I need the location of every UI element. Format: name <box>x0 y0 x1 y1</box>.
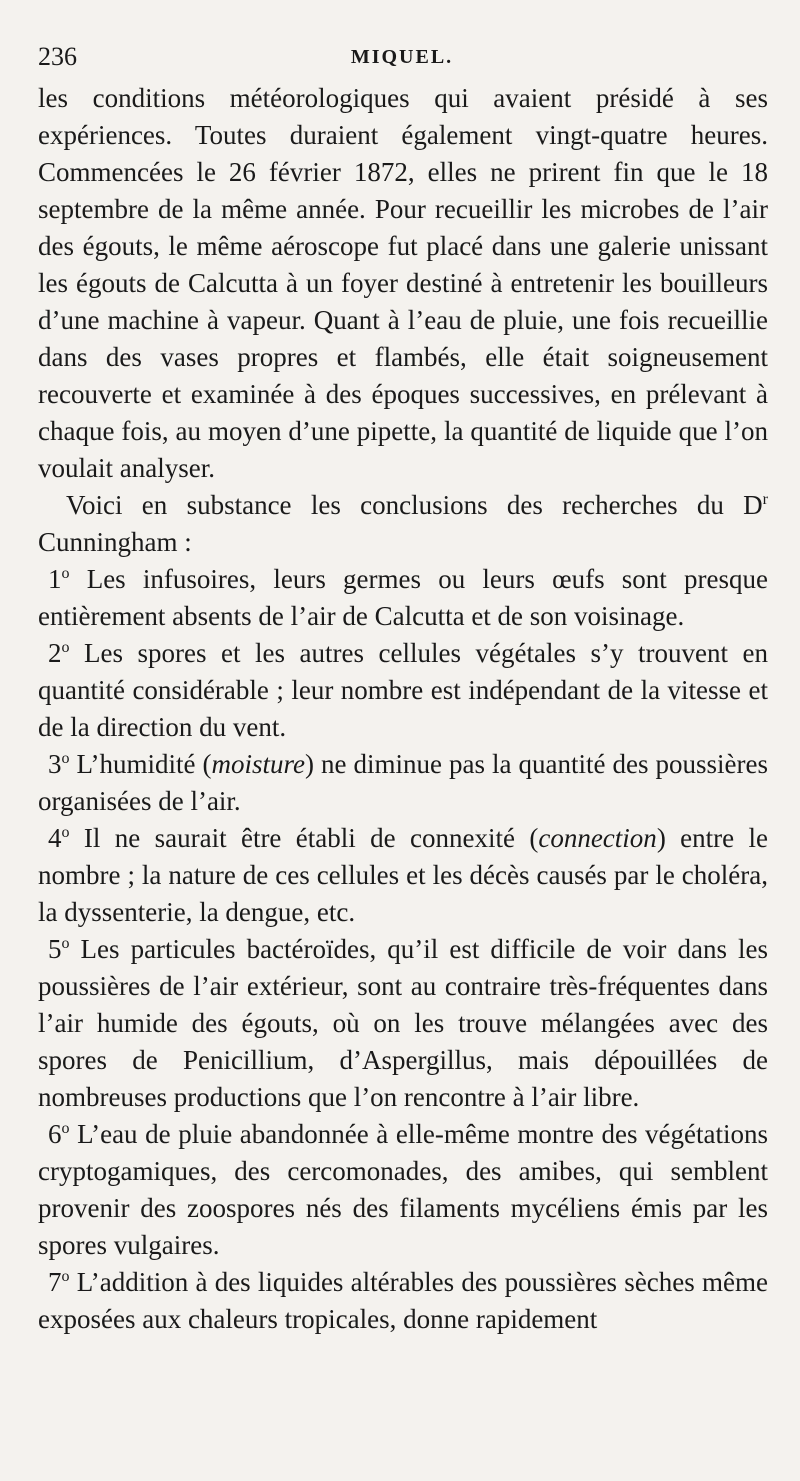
conclusion-item-7: 7$^o$ L’addition à des liquides altérables des poussières sèches même exposées aux chaleurs tropicales, donne rapidement <box>38 1267 768 1334</box>
conclusion-item-4: 4$^o$ Il ne saurait être établi de connexité (connection) entre le nombre ; la nature de ces cellules et les décès causés par le choléra, la dyssenterie, la dengue, etc. <box>38 823 769 927</box>
conclusion-item-1: 1$^o$ Les infusoires, leurs germes ou leurs œufs sont presque entièrement absents de l’air de Calcutta et de son voisinage. <box>38 564 768 631</box>
conclusion-item-2: 2$^o$ Les spores et les autres cellules végétales s’y trouvent en quantité considérable ; leur nombre est indépendant de la vitesse et de la direction du vent. <box>38 638 768 742</box>
body-text <box>38 80 768 1338</box>
page-header <box>38 42 766 82</box>
paragraph-intro: Voici en substance les conclusions des recherches du $D^r$ Cunningham : <box>38 490 768 557</box>
conclusion-item-6: 6$^o$ L’eau de pluie abandonnée à elle-même montre des végétations cryptogamiques, des cercomonades, des amibes, qui semblent provenir des zoospores nés des filaments mycéliens émis par les spores vulgaires. <box>38 1119 768 1260</box>
paragraph-continuation: les conditions météorologiques qui avaient présidé à ses expériences. Toutes duraient également vingt-quatre heures. Commencées le 26 février 1872, elles ne prirent fin que le 18 septembre de la même année. Pour recueillir les microbes de l’air des égouts, le même aéroscope fut placé dans une galerie unissant les égouts de Calcutta à un foyer destiné à entretenir les bouilleurs d’une machine à vapeur. Quant à l’eau de pluie, une fois recueillie dans des vases propres et flambés, elle était soigneusement recouverte et examinée à des époques successives, en prélevant à chaque fois, au moyen d’une pipette, la quantité de liquide que l’on voulait analyser. <box>38 83 768 483</box>
conclusion-item-5: 5$^o$ Les particules bactéroïdes, qu’il est difficile de voir dans les poussières de l’air extérieur, sont au contraire très-fréquentes dans l’air humide des égouts, où on les trouve mélangées avec des spores de Penicillium, d’Aspergillus, mais dépouillées de nombreuses productions que l’on rencontre à l’air libre. <box>38 934 768 1112</box>
conclusion-item-3: 3$^o$ L’humidité (moisture) ne diminue pas la quantité des poussières organisées de l’air. <box>38 749 768 816</box>
page-number: 236 <box>38 42 77 71</box>
running-head: MIQUEL. <box>350 46 454 68</box>
